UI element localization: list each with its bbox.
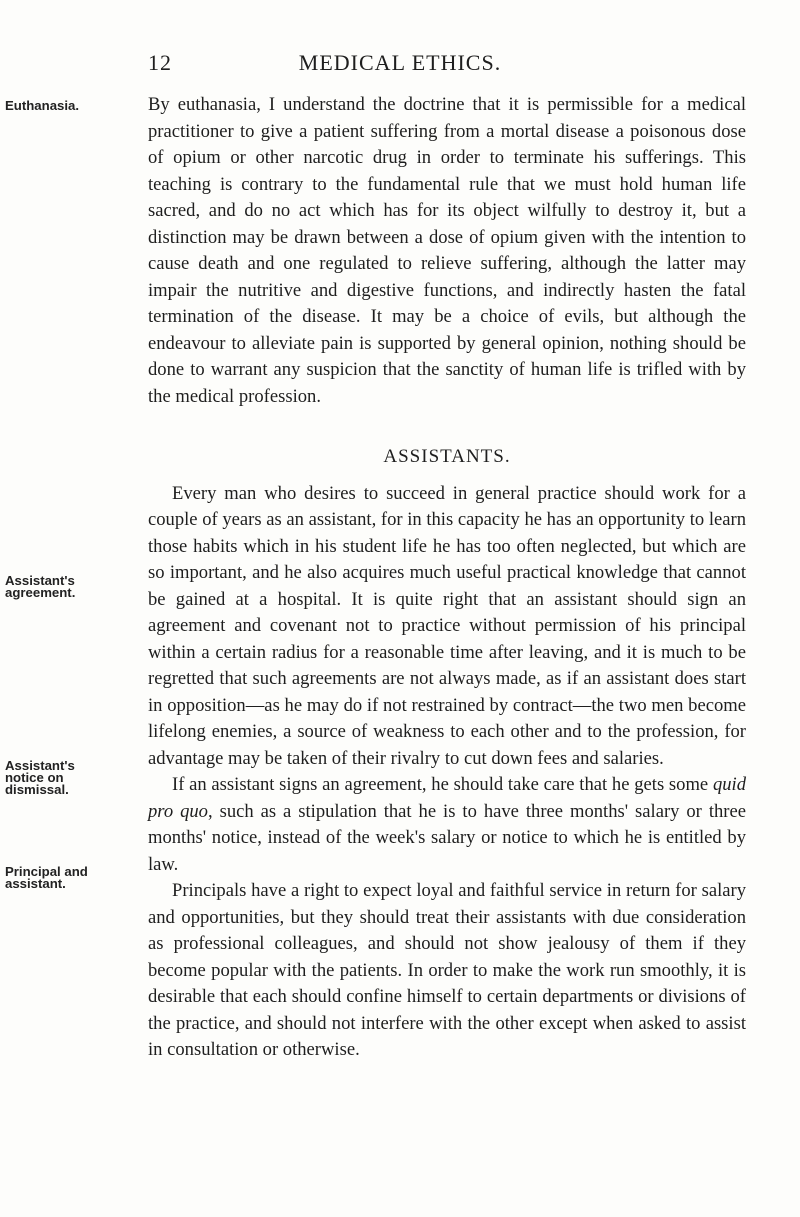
side-note-line: Assistant's <box>5 573 75 588</box>
side-note-notice-on-dismissal <box>5 760 145 796</box>
side-note-principal-and-assistant <box>5 866 145 890</box>
side-note-line: Principal and <box>5 864 88 879</box>
running-header <box>0 50 800 86</box>
side-note-assistants-agreement <box>5 575 145 599</box>
running-title: MEDICAL ETHICS. <box>298 50 502 75</box>
notice-text-end: , such as a stipulation that he is to have three months' salary or three months' notice, instead of the week's salary or notice to which he is entitled by law. <box>148 800 746 875</box>
latin-phrase: quid pro quo <box>148 774 746 822</box>
notice-text-start: If an assistant signs an agreement, he should take care that he gets some <box>172 774 713 795</box>
paragraph-assistants: Every man who desires to succeed in general practice should work for a couple of years as an assistant, for in this capacity he has an opportunity to learn those habits which in his student life he has too often neglected, but which are so important, and he also acquires much useful practical knowledge that cannot be gained at a hospital. It is quite right that an assistant should sign an agreement and covenant not to practice without permission of his principal within a certain radius for a reasonable time after leaving, and it is much to be regretted that such agreements are not always made, as if an assistant does start in opposition—as he may do if not restrained by contract—the two men become lifelong enemies, a source of weakness to each other and to the profession, for advantage may be taken of their rivalry to cut down fees and salaries. <box>148 482 746 769</box>
side-note-line: dismissal. <box>5 782 69 797</box>
side-note-euthanasia <box>5 100 145 112</box>
section-heading: ASSISTANTS. <box>383 446 511 467</box>
side-note-line: Euthanasia. <box>5 98 80 113</box>
paragraph-notice <box>148 772 746 878</box>
page-number: 12 <box>148 50 172 75</box>
paragraph-principal: Principals have a right to expect loyal and faithful service in return for salary and opportunities, but they should treat their assistants with due consideration as professional colleagues, and should not show jealousy of them if they become popular with the patients. In order to make the work run smoothly, it is desirable that each should confine himself to certain departments or divisions of the practice, and should not interfere with the other except when asked to assist in consultation or otherwise. <box>148 880 746 1060</box>
side-note-line: notice on <box>5 770 64 785</box>
side-note-line: agreement. <box>5 585 76 600</box>
paragraph-euthanasia: By euthanasia, I understand the doctrine that it is permissible for a medical practitioner to give a patient suffering from a mortal disease a poisonous dose of opium or other narcotic drug in order to terminate his sufferings. This teaching is contrary to the fundamental rule that we must hold human life sacred, and do no act which has for its object wilfully to destroy it, but a distinction may be drawn between a dose of opium given with the intention to cause death and one regulated to relieve suffering, although the latter may impair the nutritive and digestive functions, and indirectly hasten the fatal termination of the disease. It may be a choice of evils, but although the endeavour to alleviate pain is supported by general opinion, nothing should be done to warrant any suspicion that the sanctity of human life is trifled with by the medical profession. <box>148 94 746 407</box>
side-note-line: assistant. <box>5 876 66 891</box>
main-text <box>148 92 746 1064</box>
side-note-line: Assistant's <box>5 758 75 773</box>
